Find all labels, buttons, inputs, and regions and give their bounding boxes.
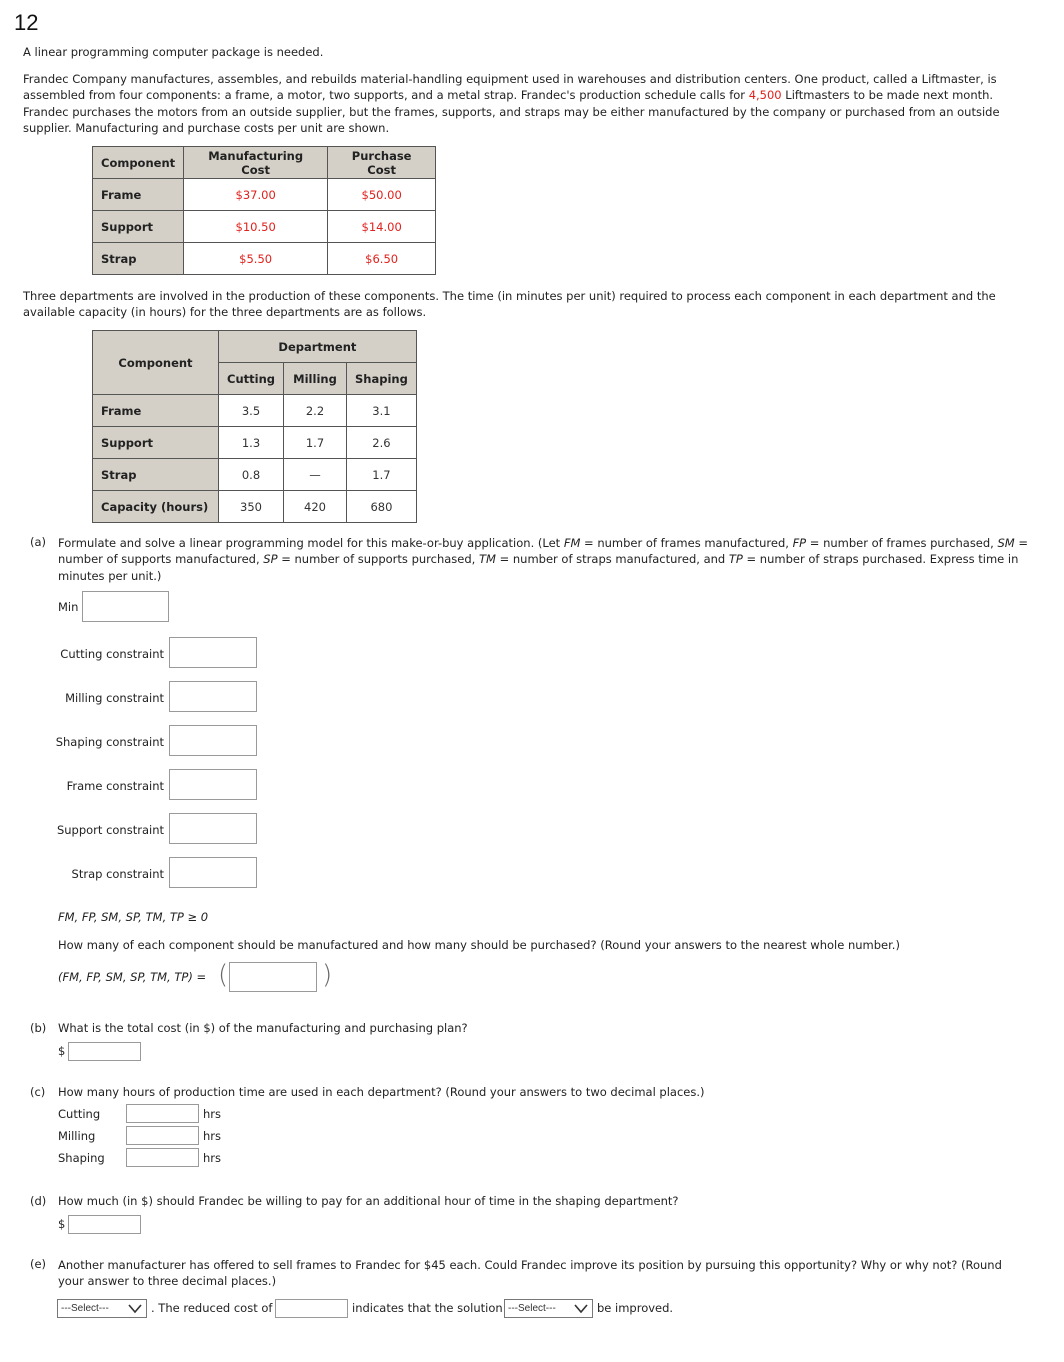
department-table [92,330,417,523]
intro-paragraph [23,71,1013,136]
chevron-down-icon [128,1302,142,1315]
prompt-text: = number of supports purchased, [277,552,479,567]
dept-cell: 1.7 [284,427,347,459]
cutting-hours-input[interactable] [126,1104,199,1123]
part-d-question: How much (in $) should Frandec be willing to pay for an additional hour of time in the shaping department? [58,1194,679,1208]
cost-manufacturing-value: $37.00 [184,179,328,211]
tuple-label: (FM, FP, SM, SP, TM, TP) = [58,970,207,984]
dept-cell: 680 [347,491,417,523]
shaping-constraint-input[interactable] [169,725,257,756]
frame-constraint-input[interactable] [169,769,257,800]
solution-select[interactable] [504,1299,593,1318]
dept-cell: 350 [219,491,284,523]
cost-purchase-value: $6.50 [328,243,436,275]
var-tm: TM [478,552,496,567]
dept-cell: 3.5 [219,395,284,427]
chevron-down-icon [574,1302,588,1315]
part-a-letter: (a) [30,535,47,549]
cost-header-purchase: Purchase Cost [328,147,436,179]
milling-constraint-label: Milling constraint [65,691,164,705]
department-intro: Three departments are involved in the production of these components. The time (in minutes per unit) required to process each component in each department and the available capacity (in hours) for the three departments are as follows. [23,289,996,320]
var-fm: FM [563,536,581,550]
shaping-hours-label: Shaping [58,1151,105,1165]
cost-purchase-value: $50.00 [328,179,436,211]
var-tp: TP [728,552,743,567]
total-cost-input[interactable] [68,1042,141,1061]
support-constraint-input[interactable] [169,813,257,844]
shaping-constraint-label: Shaping constraint [55,735,164,749]
dept-cell: 3.1 [347,395,417,427]
cost-row-label: Support [93,211,184,243]
part-b-letter: (b) [30,1021,47,1035]
part-d-letter: (d) [30,1194,47,1208]
milling-hours-input[interactable] [126,1126,199,1145]
cost-header-manufacturing: Manufacturing Cost [184,147,328,179]
dept-cell: 0.8 [219,459,284,491]
part-a-question: How many of each component should be manufactured and how many should be purchased? (Round your answers to the nearest whole number.) [58,938,900,952]
close-paren: ) [322,960,333,990]
var-sp: SP [263,552,278,567]
dept-col-milling: Milling [284,363,347,395]
prompt-text: = number of straps purchased. Express time in minutes per unit.) [58,552,1019,583]
cost-purchase-value: $14.00 [328,211,436,243]
milling-hours-label: Milling [58,1129,96,1143]
tuple-answer-input[interactable] [229,962,317,992]
part-e-text3: be improved. [597,1301,674,1315]
part-e-text1: . The reduced cost of [151,1301,273,1315]
part-b-question: What is the total cost (in $) of the manufacturing and purchasing plan? [58,1021,468,1035]
cutting-hours-label: Cutting [58,1107,101,1121]
open-paren: ( [218,960,229,990]
improve-select[interactable] [57,1299,147,1318]
cost-header-component: Component [93,147,184,179]
dept-header-component: Component [93,331,219,395]
part-c-question: How many hours of production time are used in each department? (Round your answers to two decimal places.) [58,1085,705,1099]
part-e-question: Another manufacturer has offered to sell frames to Frandec for $45 each. Could Frandec improve its position by pursuing this opportunity? Why or why not? (Round your answer to three decimal places.) [58,1258,1002,1289]
strap-constraint-input[interactable] [169,857,257,888]
prompt-text: = number of frames manufactured, [580,536,793,550]
cost-manufacturing-value: $5.50 [184,243,328,275]
part-c-letter: (c) [30,1085,46,1099]
cutting-hours-unit: hrs [203,1107,222,1121]
prompt-text: Formulate and solve a linear programming model for this make-or-buy application. (Let [58,536,564,550]
dept-row-label: Strap [93,459,219,491]
package-note: A linear programming computer package is needed. [23,45,324,59]
dept-cell: 2.6 [347,427,417,459]
shaping-hours-input[interactable] [126,1148,199,1167]
dept-row-label: Support [93,427,219,459]
prompt-text: = number of straps manufactured, and [495,552,729,567]
milling-constraint-input[interactable] [169,681,257,712]
reduced-cost-input[interactable] [275,1299,348,1318]
prompt-text: = number of frames purchased, [806,536,998,550]
dept-row-label: Frame [93,395,219,427]
dept-cell: 1.7 [347,459,417,491]
dept-cell: — [284,459,347,491]
cutting-constraint-label: Cutting constraint [60,647,164,661]
cost-row-label: Strap [93,243,184,275]
frame-constraint-label: Frame constraint [66,779,164,793]
var-sm: SM [997,536,1015,550]
solution-select-value: ---Select--- [508,1303,556,1314]
question-number: 12 [14,10,39,35]
dept-col-cutting: Cutting [219,363,284,395]
dept-row-label: Capacity (hours) [93,491,219,523]
dept-col-shaping: Shaping [347,363,417,395]
dept-cell: 2.2 [284,395,347,427]
strap-constraint-label: Strap constraint [71,867,164,881]
part-e-text2: indicates that the solution [352,1301,503,1315]
part-e-letter: (e) [30,1257,47,1271]
cost-row-label: Frame [93,179,184,211]
intro-part1: Frandec Company manufactures, assembles, and rebuilds material-handling equipment used in warehouses and distribution centers. One product, called a Liftmaster, is assembled from four components: a frame, a motor, two supports, and a metal strap. Frandec's production schedule calls for [23,72,997,103]
cost-manufacturing-value: $10.50 [184,211,328,243]
dept-cell: 420 [284,491,347,523]
dept-cell: 1.3 [219,427,284,459]
support-constraint-label: Support constraint [56,823,164,837]
min-label: Min [58,600,79,614]
objective-input[interactable] [82,591,169,622]
var-fp: FP [792,536,807,550]
part-d-currency: $ [58,1217,66,1231]
intro-part2: Liftmasters to be made next month. Frandec purchases the motors from an outside supplier, but the frames, supports, and straps may be either manufactured by the company or purchased from an outside supplier. Manufacturing and purchase costs per unit are shown. [23,88,1000,135]
part-a-prompt [58,535,1043,584]
cost-table [92,146,436,275]
dept-header-department: Department [219,331,417,363]
part-b-currency: $ [58,1044,66,1058]
shaping-hour-value-input[interactable] [68,1215,141,1234]
milling-hours-unit: hrs [203,1129,222,1143]
nonnegativity-constraint: FM, FP, SM, SP, TM, TP ≥ 0 [58,910,209,924]
cutting-constraint-input[interactable] [169,637,257,668]
quantity-value: 4,500 [748,88,782,103]
prompt-text: = number of supports manufactured, [58,536,1029,567]
improve-select-value: ---Select--- [61,1303,109,1314]
shaping-hours-unit: hrs [203,1151,222,1165]
